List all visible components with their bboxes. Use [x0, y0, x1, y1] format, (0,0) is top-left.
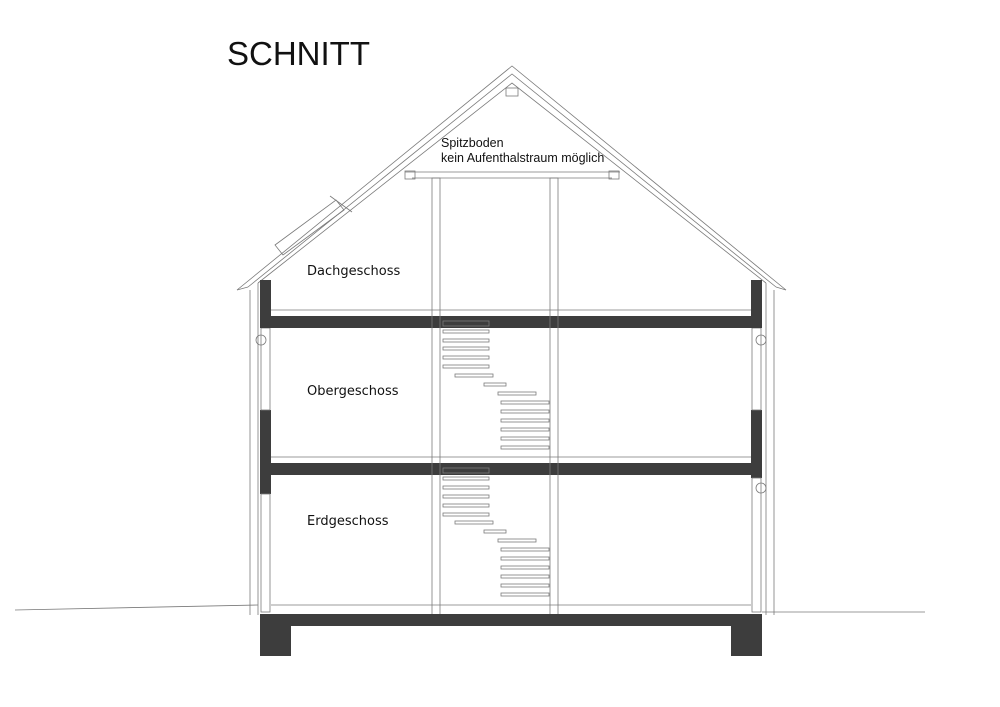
exterior-wall-left — [250, 280, 271, 615]
foundation — [260, 614, 762, 656]
floor-label-erdgeschoss: Erdgeschoss — [307, 514, 389, 529]
slab-dachgeschoss — [260, 316, 762, 328]
floor-label-dachgeschoss: Dachgeschoss — [307, 264, 401, 279]
interior-walls — [432, 178, 558, 616]
roof-window — [275, 196, 352, 255]
ground-line — [15, 605, 925, 612]
floor-label-obergeschoss: Obergeschoss — [307, 384, 399, 399]
drawing-title: SCHNITT — [227, 35, 370, 72]
attic-note: kein Aufenthalstraum möglich — [441, 151, 605, 165]
slab-obergeschoss — [260, 463, 762, 475]
staircase-upper — [443, 321, 549, 449]
floor-lines — [271, 310, 751, 605]
exterior-wall-right — [751, 280, 774, 615]
staircase-lower — [443, 468, 549, 596]
attic-label: Spitzboden — [441, 136, 504, 150]
